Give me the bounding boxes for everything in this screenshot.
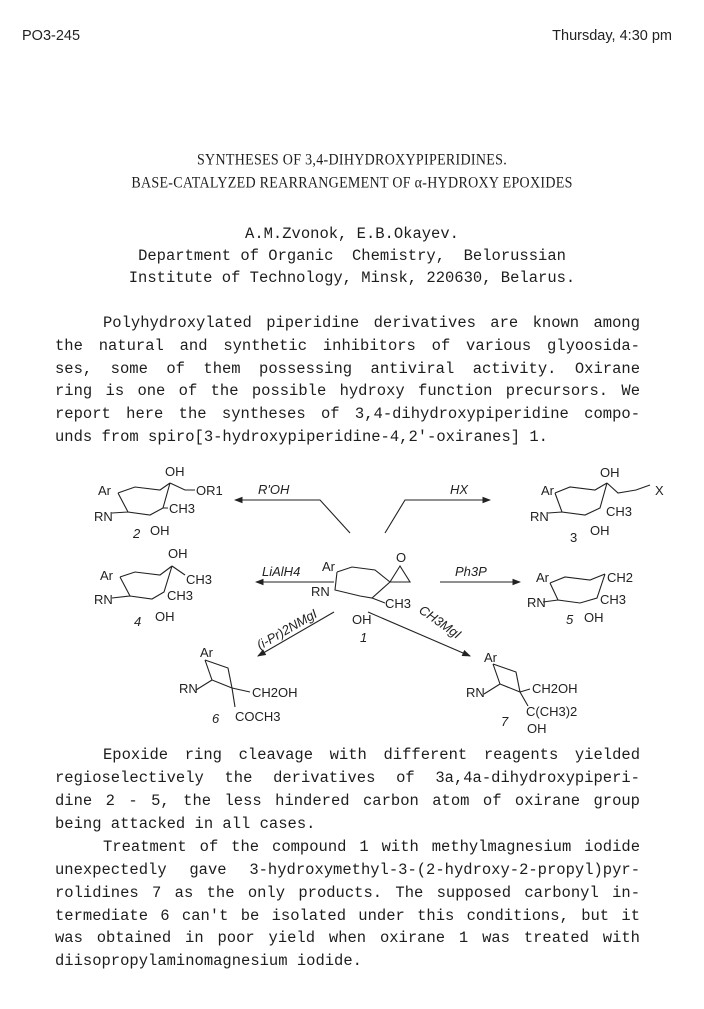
label-cme2: C(CH3)2 [526,704,578,719]
label-oh: OH [150,523,170,538]
label-oh: OH [600,465,620,480]
affiliation-line-2: Institute of Technology, Minsk, 220630, Belarus. [128,269,576,287]
label-ch2: CH2 [607,570,634,585]
compound-number-3: 3 [570,530,578,545]
compound-number-4: 4 [134,614,142,629]
text-line: diisopropylaminomagnesium iodide. [55,952,362,970]
authors: A.M.Zvonok, E.B.Okayev. [245,225,459,243]
label-oh: OH [590,523,610,538]
label-rn: RN [94,592,113,607]
reagent-lialh4: LiAlH4 [262,564,301,579]
text-line: report here the syntheses of 3,4-dihydroxypiperidine compo- [55,405,640,423]
label-x: X [655,483,664,498]
text-line: Epoxide ring cleavage with different reagents yielded [103,746,640,764]
label-rn: RN [527,595,546,610]
label-ch3: CH3 [606,504,633,519]
text-line: unds from spiro[3-hydroxypiperidine-4,2'-oxiranes] 1. [55,428,548,446]
compound-number-6: 6 [212,711,220,726]
text-line: termediate 6 can't be isolated under this conditions, but it [55,907,640,925]
label-rn: RN [94,509,113,524]
label-ch2oh: CH2OH [532,681,578,696]
label-ch3: CH3 [600,592,627,607]
affiliation-line-1: Department of Organic Chemistry, Belorussian [138,247,566,265]
label-rn: RN [179,681,198,696]
label-ar: Ar [100,568,113,583]
label-ch3: CH3 [169,501,196,516]
label-or1: OR1 [196,483,223,498]
compound-number-7: 7 [501,714,509,729]
label-oh: OH [584,610,604,625]
text-line: was obtained in poor yield when oxirane 1 was treated with [55,929,640,947]
label-ar: Ar [536,570,549,585]
text-line: being attacked in all cases. [55,815,316,833]
label-rn: RN [466,685,485,700]
label-rn: RN [530,509,549,524]
text-line: unexpectedly gave 3-hydroxymethyl-3-(2-hydroxy-2-propyl)pyr- [55,861,640,879]
text-line: ses, some of them possessing antiviral activity. Oxirane [55,360,640,378]
reagent-hx: HX [450,482,469,497]
label-ch2oh: CH2OH [252,685,298,700]
compound-number-2: 2 [133,526,141,541]
ring-compound-6 [196,660,250,707]
label-ch3: CH3 [186,572,213,587]
text-line: regioselectively the derivatives of 3a,4a-dihydroxypiperi- [55,769,640,787]
arrow-roh [235,500,350,533]
label-ar: Ar [484,650,497,665]
text-line: the natural and synthetic inhibitors of various glyoosida- [55,337,640,355]
title-line-2: BASE-CATALYZED REARRANGEMENT OF α-HYDROXY EPOXIDES [131,174,573,193]
text-line: rolidines 7 as the only products. The supposed carbonyl in- [55,884,640,902]
label-ch3: CH3 [385,596,412,611]
reagent-ch3mgi: CH3MgI [416,602,464,642]
label-oh: OH [165,464,185,479]
text-line: Treatment of the compound 1 with methylmagnesium iodide [103,838,640,856]
reagent-ph3p: Ph3P [455,564,487,579]
label-oh: OH [155,609,175,624]
text-line: dine 2 - 5, the less hindered carbon atom of oxirane group [55,792,640,810]
label-coch3: COCH3 [235,709,281,724]
text-line: Polyhydroxylated piperidine derivatives are known among [103,314,640,332]
ring-compound-3 [548,483,650,515]
arrow-hx [385,500,490,533]
header-code: PO3-245 [22,28,81,44]
header-time: Thursday, 4:30 pm [552,28,672,44]
text-line: ring is one of the possible hydroxy function precursors. We [55,382,640,400]
compound-number-5: 5 [566,612,574,627]
ring-compound-5 [543,574,605,603]
label-rn: RN [311,584,330,599]
label-oh: OH [352,612,372,627]
compound-number-1: 1 [360,630,368,645]
label-oh: OH [527,721,547,736]
label-ar: Ar [98,483,111,498]
reagent-ipr2nmgi: (i-Pr)2NMgI [254,606,320,653]
reagent-roh: R'OH [258,482,290,497]
label-ch3: CH3 [167,588,194,603]
label-oh: OH [168,546,188,561]
label-ar: Ar [200,645,213,660]
ring-compound-7 [484,664,530,706]
label-ar: Ar [541,483,554,498]
label-o: O [396,550,407,565]
label-ar: Ar [322,559,335,574]
title-line-1: SYNTHESES OF 3,4-DIHYDROXYPIPERIDINES. [196,151,508,170]
